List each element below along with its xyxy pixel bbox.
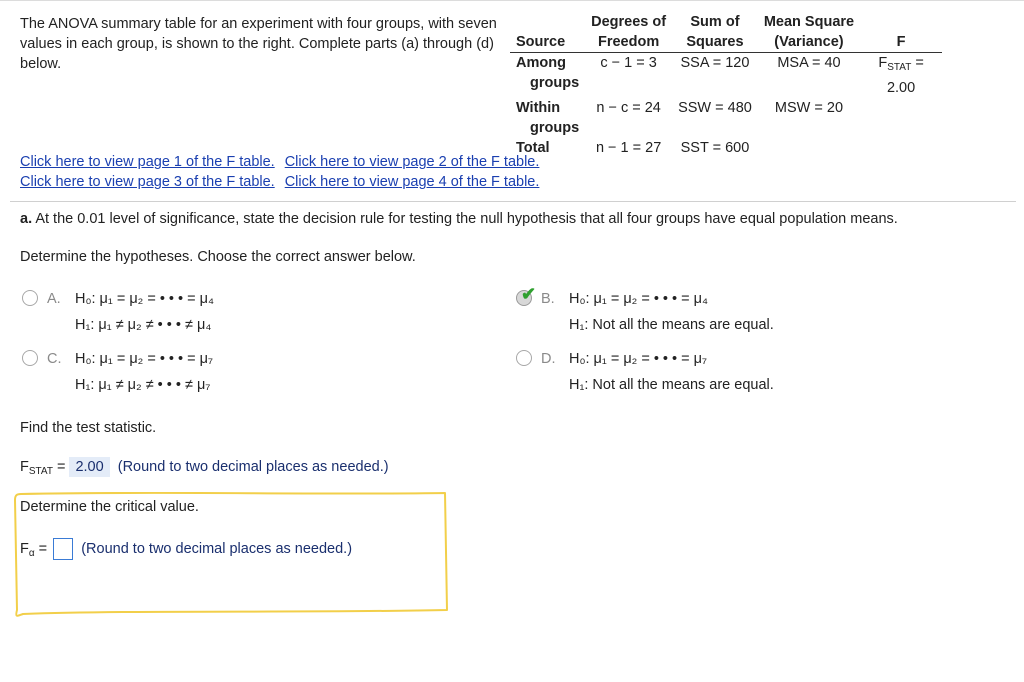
f-stat-cell: $F_{STAT} = 2.00$: [878, 55, 924, 96]
header-f: F: [860, 32, 942, 53]
option-c-h1: H₁: μ₁ ≠ μ₂ ≠ • • • ≠ μ₇: [75, 377, 211, 393]
fstat-answer-row: $F_{STAT} = 2.00$ (Round to two decimal places as needed.): [20, 459, 389, 477]
table-row-total: [510, 138, 942, 158]
ss-among: SSA = 120: [680, 55, 750, 71]
f-table-page-4-link[interactable]: Click here to view page 4 of the F table.: [284, 174, 540, 190]
yellow-highlight-annotation: [9, 492, 449, 618]
ss-total: SST = 600: [680, 140, 750, 156]
falpha-label: $F_\alpha$: [20, 540, 35, 559]
option-d-h0: H₀: μ₁ = μ₂ = • • • = μ₇: [569, 351, 707, 367]
header-ms: (Variance): [758, 32, 860, 53]
f-table-links: [20, 152, 549, 192]
df-total: n − 1 = 27: [595, 140, 662, 156]
part-a-question: [20, 211, 898, 227]
section-divider: [10, 201, 1016, 202]
option-b-h0: H₀: μ₁ = μ₂ = • • • = μ₄: [569, 291, 708, 307]
part-a-text: At the 0.01 level of significance, state the decision rule for testing the null hypothesis that all four groups have equal population means.: [35, 211, 898, 227]
header-ms-line1: Mean Square: [763, 14, 855, 30]
source-within-cont: groups: [530, 120, 580, 136]
header-df: Freedom: [585, 32, 672, 53]
option-d-h1: H₁: Not all the means are equal.: [569, 377, 774, 393]
part-a-label: a.: [20, 211, 33, 227]
option-a-letter: A.: [47, 291, 61, 307]
source-among: Among: [516, 55, 566, 71]
option-c-radio[interactable]: [22, 350, 38, 366]
df-within: n − c = 24: [596, 100, 661, 116]
header-ss-line1: Sum of: [690, 14, 740, 30]
header-f-line1: [860, 12, 942, 32]
option-a-h0: H₀: μ₁ = μ₂ = • • • = μ₄: [75, 291, 214, 307]
critical-value-prompt: Determine the critical value.: [20, 499, 199, 515]
header-df-line1: Degrees of: [591, 14, 667, 30]
fstat-round-hint: (Round to two decimal places as needed.): [117, 459, 389, 475]
option-b-letter: B.: [541, 291, 555, 307]
option-d-radio[interactable]: [516, 350, 532, 366]
option-d-letter: D.: [541, 351, 556, 367]
source-within: Within: [516, 100, 561, 116]
option-a-radio[interactable]: [22, 290, 38, 306]
correct-check-icon: ✔: [521, 284, 537, 304]
table-row-among: [510, 53, 942, 99]
source-among-cont: groups: [530, 75, 580, 91]
table-row-within: [510, 98, 942, 138]
df-among: c − 1 = 3: [600, 55, 657, 71]
f-table-page-1-link[interactable]: Click here to view page 1 of the F table.: [20, 154, 275, 170]
f-table-page-2-link[interactable]: Click here to view page 2 of the F table.: [284, 154, 540, 170]
ss-within: SSW = 480: [678, 100, 752, 116]
option-b-h1: H₁: Not all the means are equal.: [569, 317, 774, 333]
ms-among: MSA = 40: [777, 55, 841, 71]
anova-table: [510, 12, 942, 158]
source-total: Total: [516, 140, 550, 156]
f-table-page-3-link[interactable]: Click here to view page 3 of the F table.: [20, 174, 275, 190]
option-a-h1: H₁: μ₁ ≠ μ₂ ≠ • • • ≠ μ₄: [75, 317, 212, 333]
header-source: Source: [510, 32, 585, 53]
falpha-round-hint: (Round to two decimal places as needed.): [81, 540, 353, 557]
determine-hypotheses-prompt: Determine the hypotheses. Choose the correct answer below.: [20, 249, 416, 265]
header-source-line1: [510, 12, 585, 32]
intro-text: The ANOVA summary table for an experiment with four groups, with seven values in each group, is shown to the right. Complete parts (a) through (d) below.: [20, 16, 497, 72]
falpha-answer-row: $F_\alpha$ = (Round to two decimal places as needed.): [20, 538, 352, 560]
header-ss: Squares: [672, 32, 758, 53]
find-test-statistic-prompt: Find the test statistic.: [20, 420, 157, 436]
fstat-label: $F_{STAT}$: [20, 459, 53, 477]
option-c-h0: H₀: μ₁ = μ₂ = • • • = μ₇: [75, 351, 213, 367]
top-divider: [0, 0, 1024, 1]
option-c-letter: C.: [47, 351, 62, 367]
fstat-answer-value[interactable]: 2.00: [69, 457, 109, 477]
ms-within: MSW = 20: [774, 100, 844, 116]
